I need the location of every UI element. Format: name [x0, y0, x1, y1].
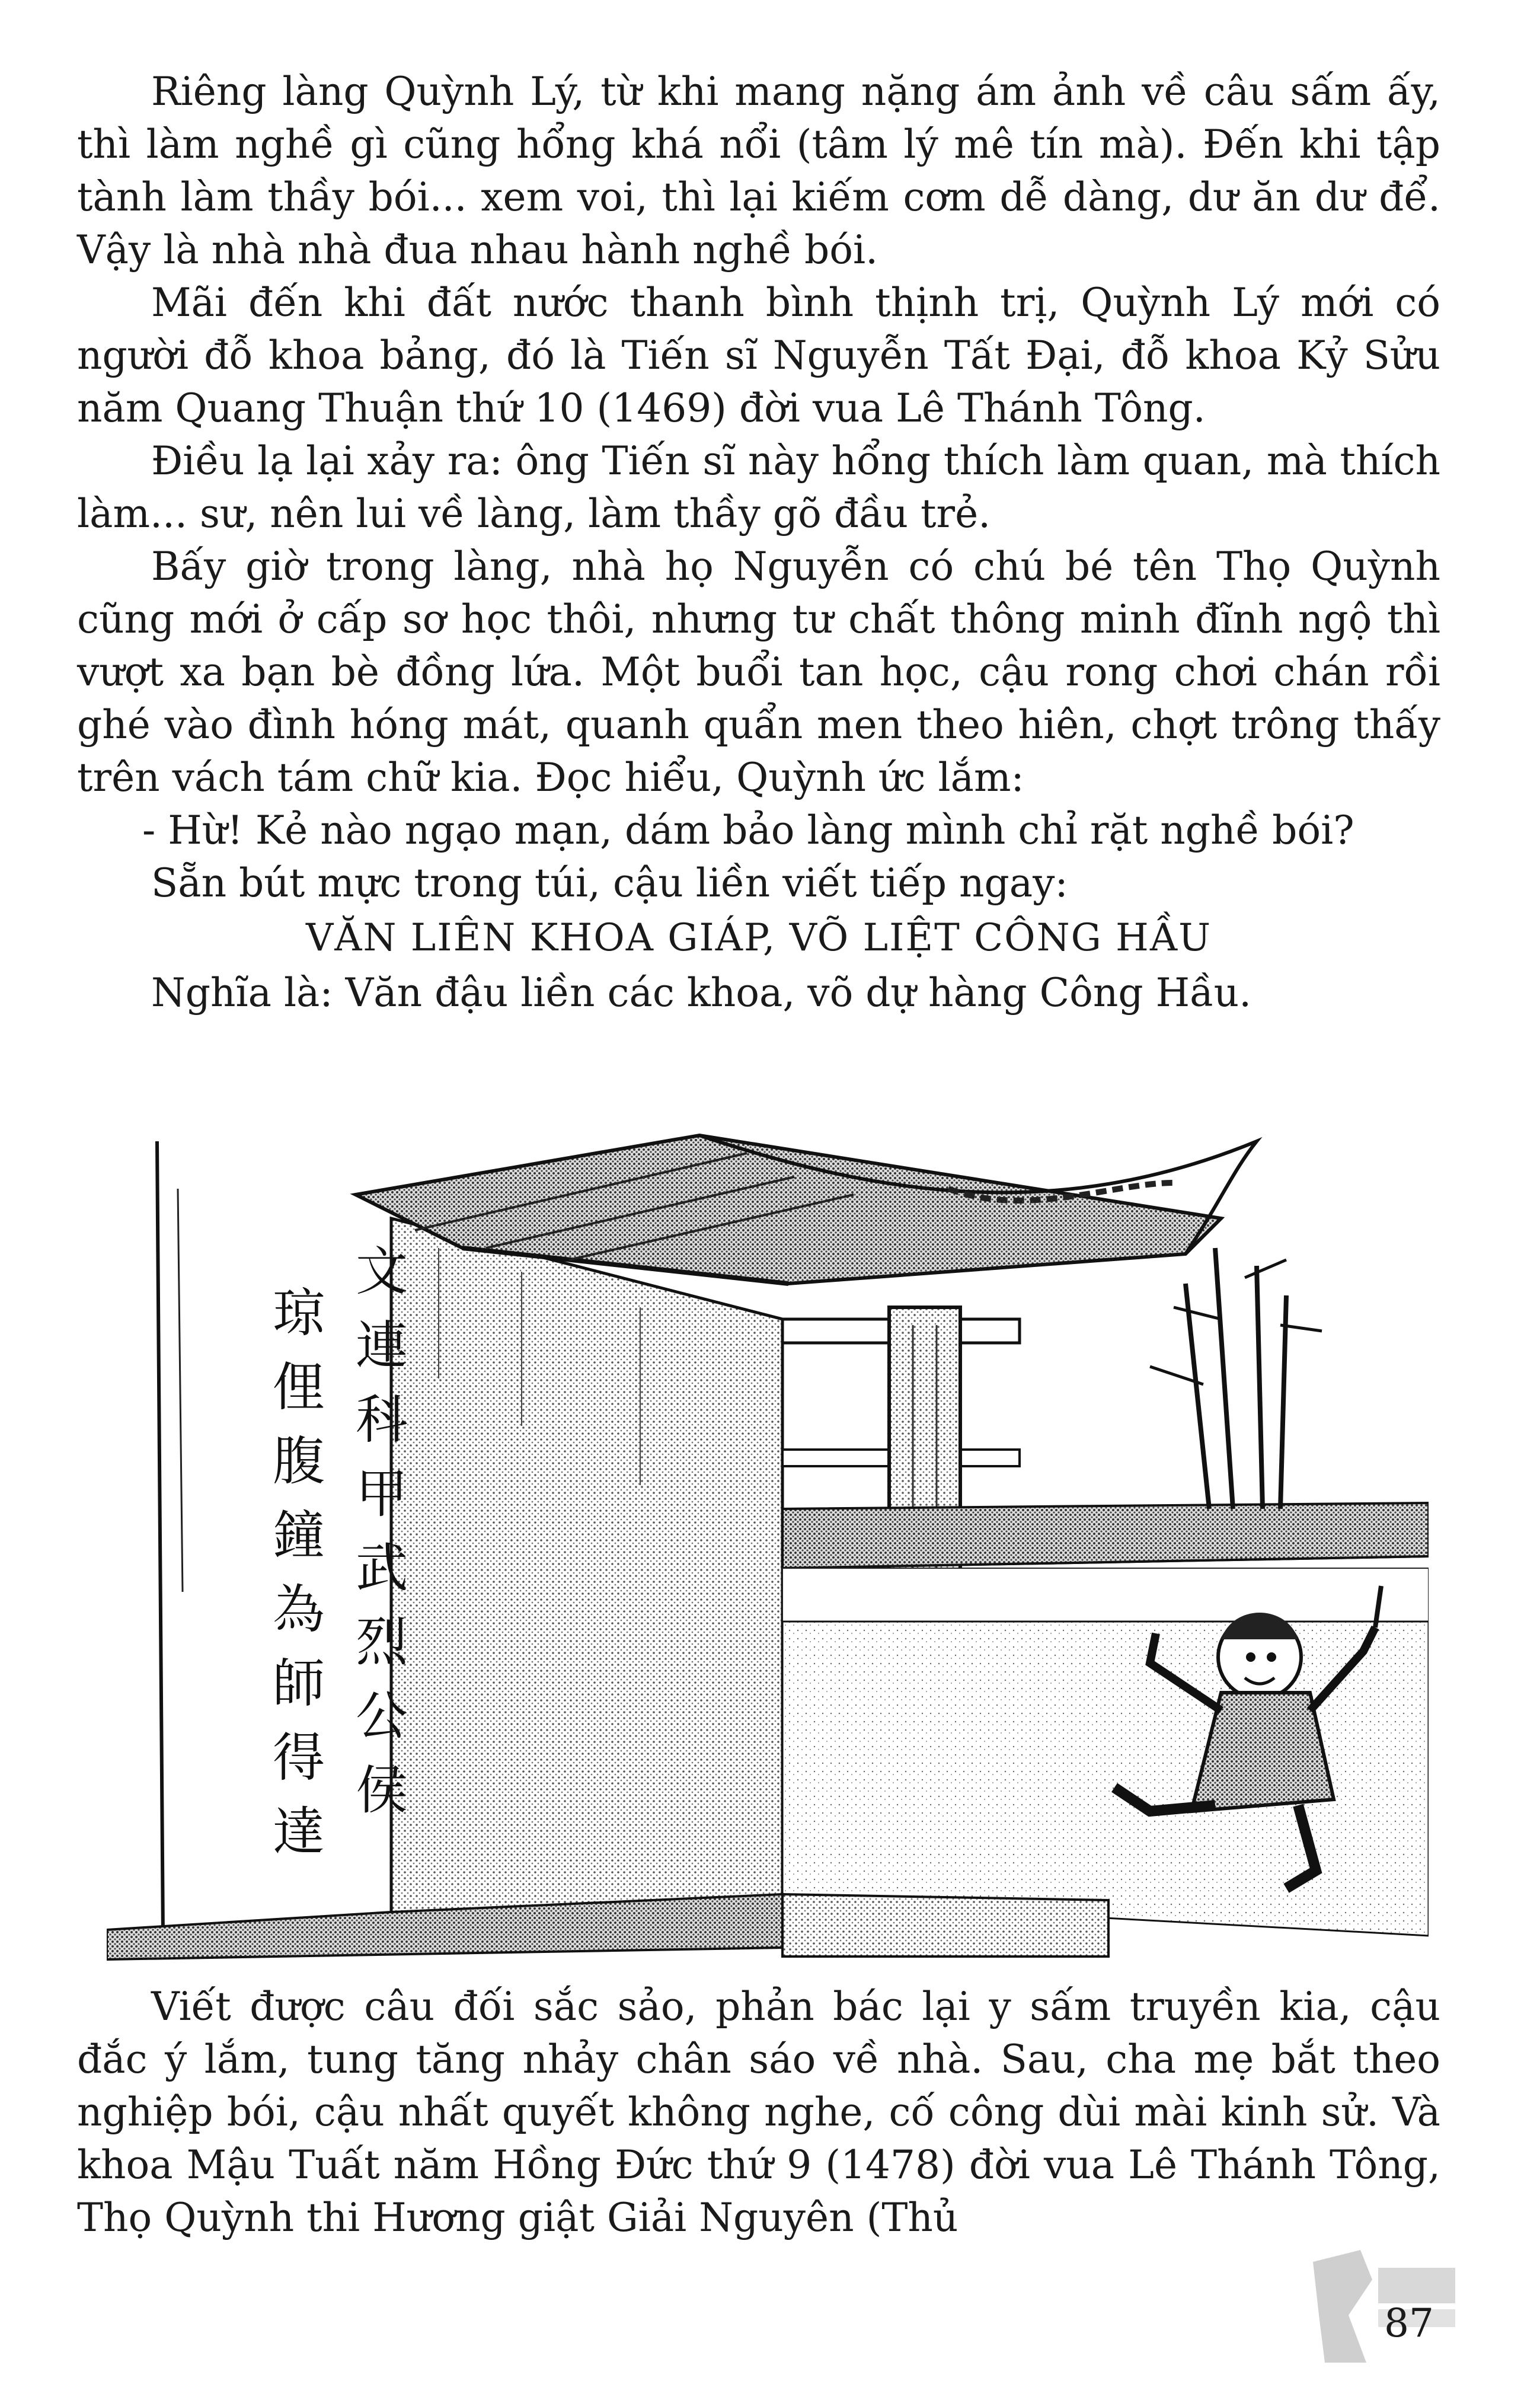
top-text — [77, 65, 1440, 1019]
paragraph-5: Viết được câu đối sắc sảo, phản bác lại y sấm truyền kia, cậu đắc ý lắm, tung tăng nhảy chân sáo về nhà. Sau, cha mẹ bắt theo nghiệp bói, cậu nhất quyết không nghe, cố công dùi mài kinh sử. Và khoa Mậu Tuất năm Hồng Đức thứ 9 (1478) đời vua Lê Thánh Tông, Thọ Quỳnh thi Hương giật Giải Nguyên (Thủ — [77, 1984, 1440, 2240]
calligraphy-char: 公 — [356, 1686, 408, 1747]
bottom-text — [77, 1980, 1440, 2244]
calligraphy-char: 為 — [273, 1579, 325, 1640]
calligraphy-char: 俚 — [273, 1357, 325, 1418]
bamboo — [1186, 1248, 1286, 1509]
calligraphy-char: 武 — [356, 1537, 408, 1598]
continuation-line: Sẵn bút mực trong túi, cậu liền viết tiếp ngay: — [151, 860, 1068, 906]
calligraphy-left-column — [273, 1282, 325, 1862]
calligraphy-char: 達 — [273, 1801, 325, 1862]
calligraphy-char: 烈 — [356, 1611, 408, 1673]
paragraph-3: Điều lạ lại xảy ra: ông Tiến sĩ này hổng thích làm quan, mà thích làm... sư, nên lui về làng, làm thầy gõ đầu trẻ. — [77, 438, 1440, 537]
calligraphy-char: 鐘 — [273, 1505, 325, 1566]
page-number: 87 — [1384, 2300, 1434, 2346]
wall-edge — [157, 1141, 163, 1936]
wall-calligraphy — [273, 1241, 408, 1862]
dotted-wall — [391, 1218, 782, 1924]
calligraphy-char: 甲 — [356, 1463, 408, 1524]
watermark-logo — [1289, 2244, 1467, 2369]
calligraphy-char: 師 — [273, 1653, 325, 1714]
calligraphy-char: 腹 — [273, 1431, 325, 1492]
meaning-line: Nghĩa là: Văn đậu liền các khoa, võ dự hàng Công Hầu. — [151, 970, 1252, 1016]
illustration — [107, 1129, 1429, 1971]
courtyard — [782, 1622, 1429, 1936]
calligraphy-char: 侯 — [356, 1760, 408, 1821]
dialogue-line: - Hừ! Kẻ nào ngạo mạn, dám bảo làng mình chỉ rặt nghề bói? — [142, 808, 1354, 853]
calligraphy-char: 科 — [356, 1389, 408, 1450]
calligraphy-char: 琼 — [273, 1282, 325, 1343]
paragraph-1: Riêng làng Quỳnh Lý, từ khi mang nặng ám ảnh về câu sấm ấy, thì làm nghề gì cũng hổng khá nổi (tâm lý mê tín mà). Đến khi tập tành làm thầy bói... xem voi, thì lại kiếm cơm dễ dàng, dư ăn dư để. Vậy là nhà nhà đua nhau hành nghề bói. — [77, 69, 1440, 273]
illustration-drawing — [107, 1129, 1429, 1971]
paragraph-4: Bấy giờ trong làng, nhà họ Nguyễn có chú bé tên Thọ Quỳnh cũng mới ở cấp sơ học thôi, nhưng tư chất thông minh đĩnh ngộ thì vượt xa bạn bè đồng lứa. Một buổi tan học, cậu rong chơi chán rồi ghé vào đình hóng mát, quanh quẩn men theo hiên, chợt trông thấy trên vách tám chữ kia. Đọc hiểu, Quỳnh ức lắm: — [77, 544, 1440, 800]
calligraphy-char: 連 — [356, 1315, 408, 1376]
calligraphy-char: 文 — [356, 1241, 408, 1302]
calligraphy-char: 得 — [273, 1727, 325, 1788]
paragraph-2: Mãi đến khi đất nước thanh bình thịnh trị, Quỳnh Lý mới có người đỗ khoa bảng, đó là Tiến sĩ Nguyễn Tất Đại, đỗ khoa Kỷ Sửu năm Quang Thuận thứ 10 (1469) đời vua Lê Thánh Tông. — [77, 280, 1440, 431]
verse-line: VĂN LIÊN KHOA GIÁP, VÕ LIỆT CÔNG HẦU — [306, 916, 1212, 960]
